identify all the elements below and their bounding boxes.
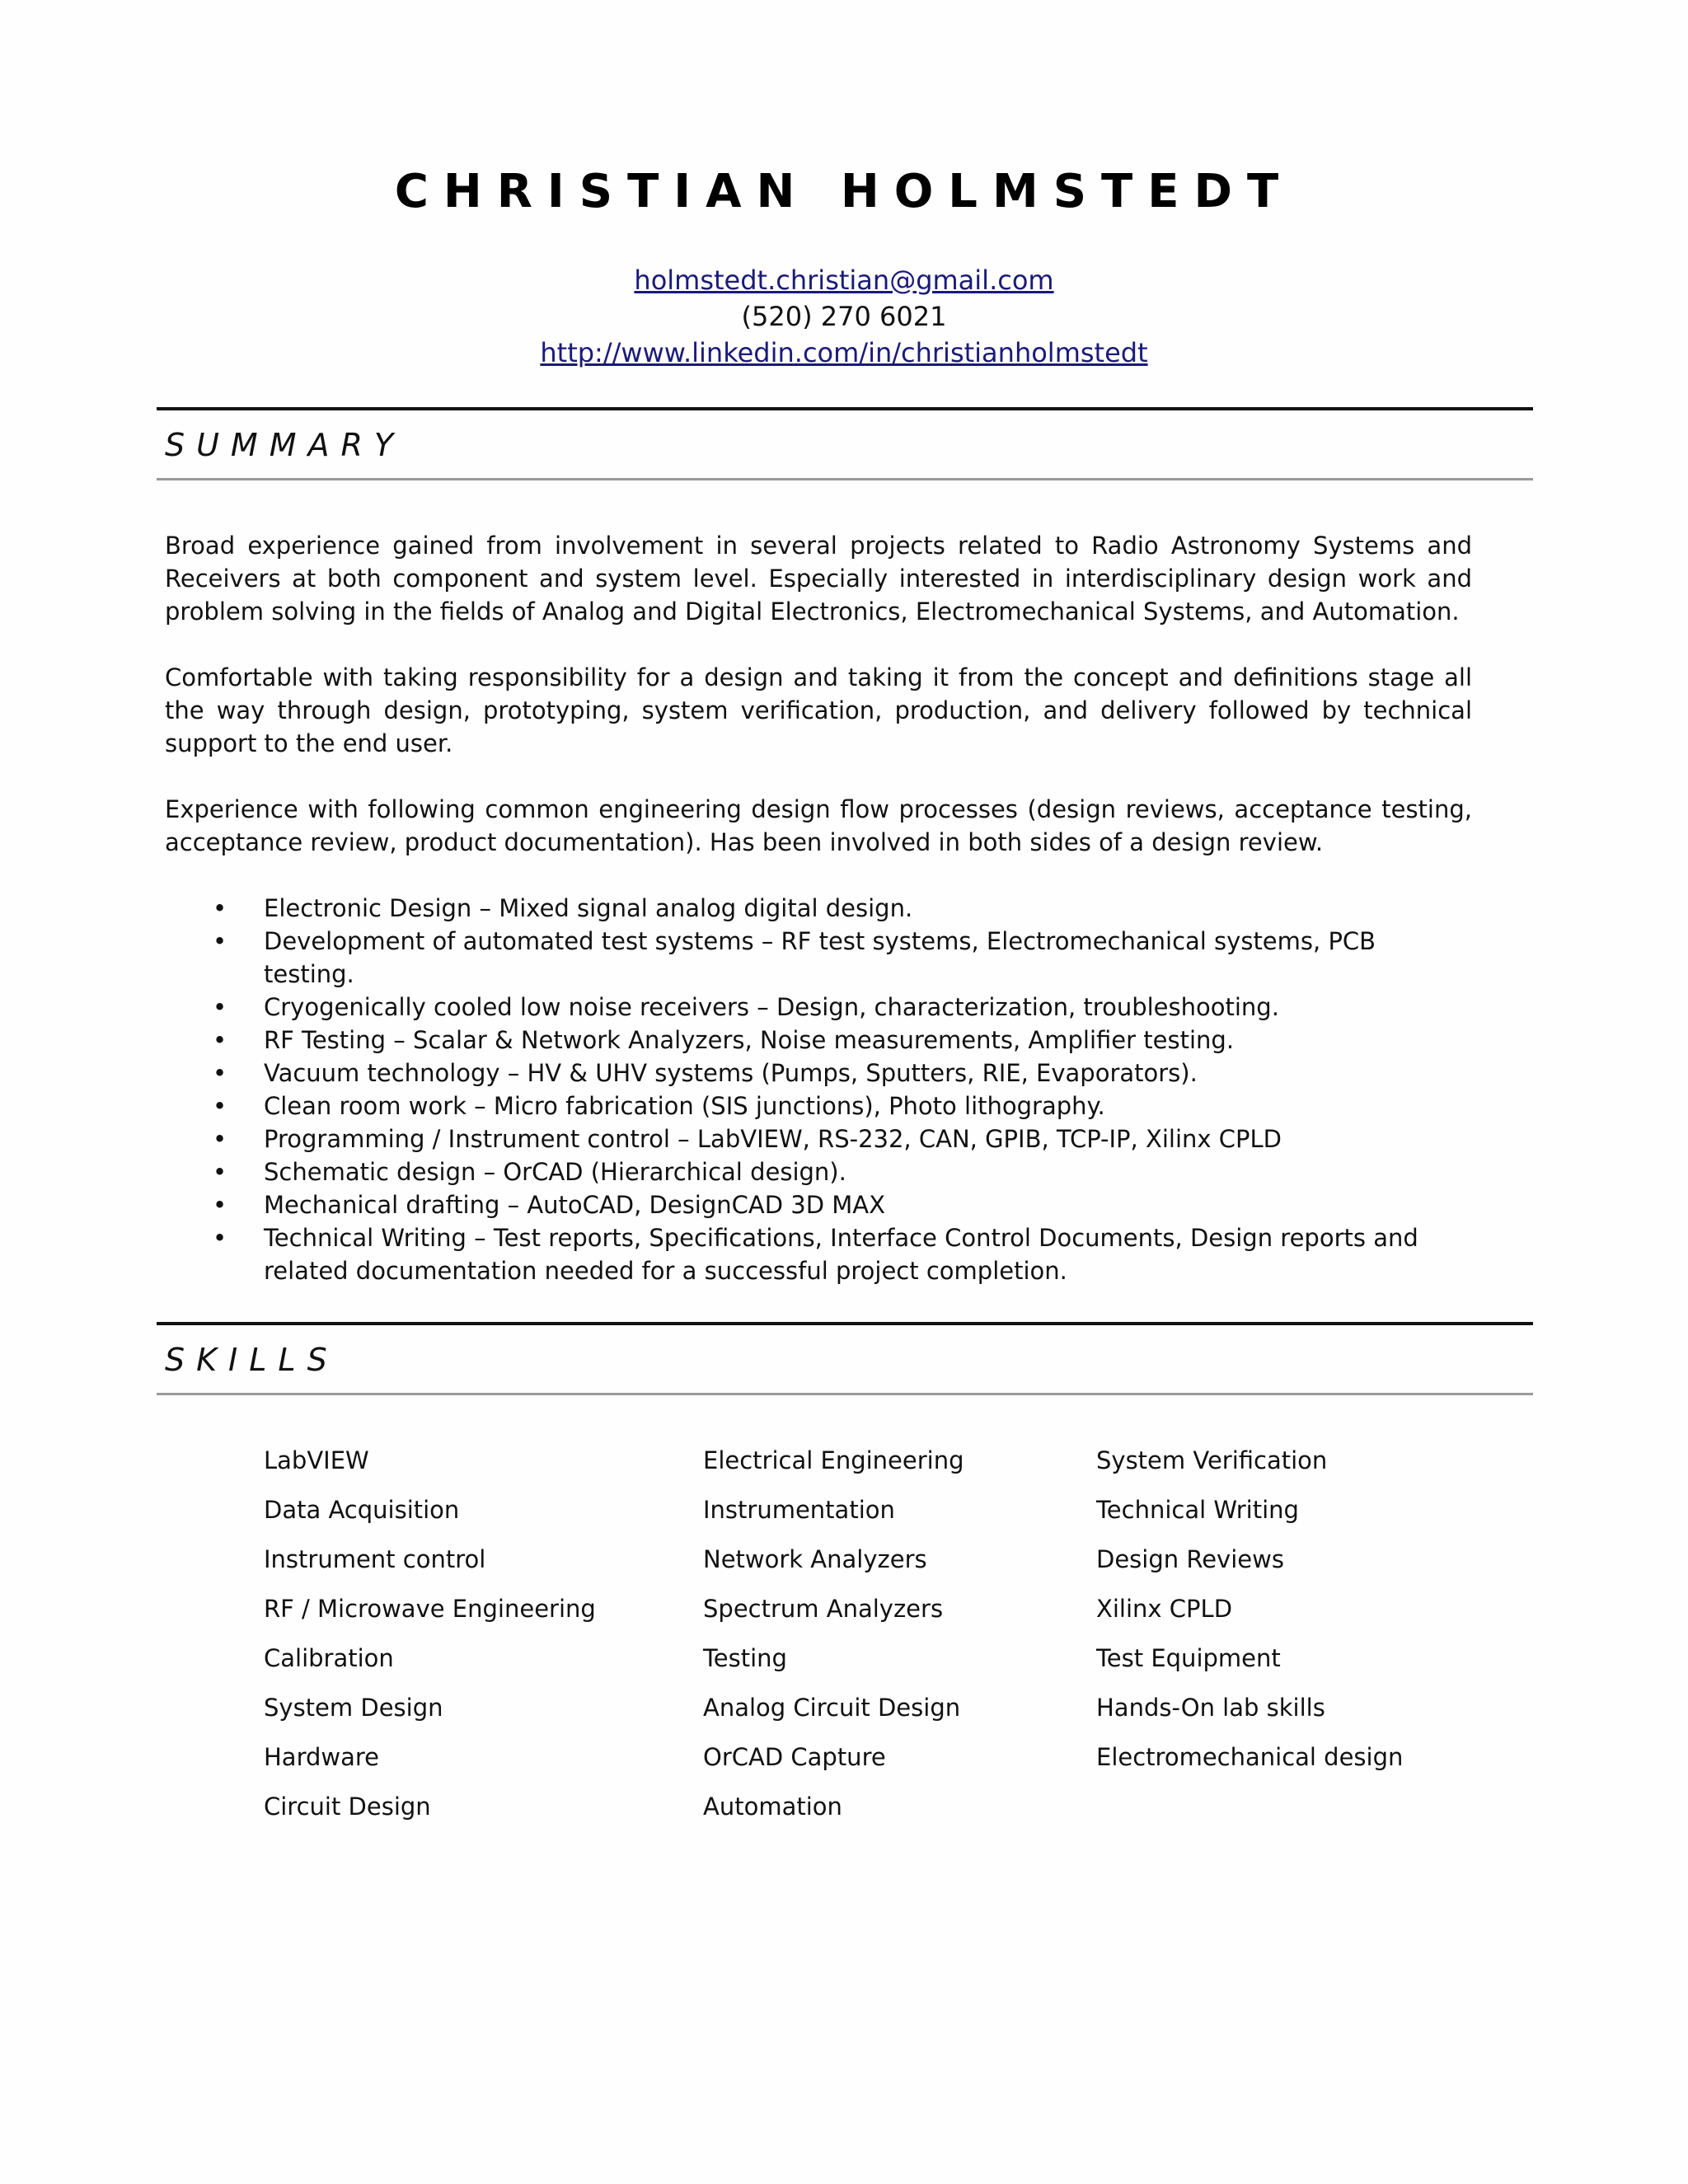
skill-item: Xilinx CPLD — [1096, 1595, 1233, 1623]
skill-item: Automation — [703, 1793, 842, 1821]
list-item — [165, 1188, 1472, 1221]
list-item-text: Development of automated test systems – RF test systems, Electromechanical systems, PCB testing. — [264, 927, 1376, 988]
experience-bullet-list — [165, 892, 1472, 1287]
summary-paragraph: Comfortable with taking responsibility for a design and taking it from the concept and definitions stage all the way through design, prototyping, system verification, production, and delivery followed by technical support to the end user. — [165, 663, 1472, 757]
list-item-text: Cryogenically cooled low noise receivers – Design, characterization, troubleshooting. — [264, 993, 1279, 1021]
bullet-icon: • — [213, 1092, 227, 1120]
skill-item: Data Acquisition — [264, 1496, 460, 1524]
list-item — [165, 1024, 1472, 1057]
bullet-icon: • — [213, 927, 227, 955]
list-item-text: Programming / Instrument control – LabVIEW, RS-232, CAN, GPIB, TCP-IP, Xilinx CPLD — [264, 1125, 1282, 1153]
skill-item: Calibration — [264, 1644, 394, 1672]
skill-item: Electrical Engineering — [703, 1446, 964, 1474]
list-item — [165, 1155, 1472, 1188]
skill-item: Test Equipment — [1096, 1644, 1281, 1672]
skills-heading: SKILLS — [165, 1342, 339, 1378]
skill-item: OrCAD Capture — [703, 1743, 886, 1771]
list-item-text: Vacuum technology – HV & UHV systems (Pumps, Sputters, RIE, Evaporators). — [264, 1059, 1198, 1087]
summary-heading: SUMMARY — [165, 427, 406, 463]
summary-bottom-rule — [157, 478, 1533, 480]
list-item-text: Technical Writing – Test reports, Specifications, Interface Control Documents, Design reports and related documentation needed for a successful project completion. — [264, 1224, 1418, 1285]
summary-top-rule — [157, 407, 1533, 410]
skill-item: Design Reviews — [1096, 1545, 1284, 1573]
skill-item: Electromechanical design — [1096, 1743, 1404, 1771]
skills-bottom-rule — [157, 1393, 1533, 1395]
skill-item: Network Analyzers — [703, 1545, 927, 1573]
linkedin-link[interactable]: http://www.linkedin.com/in/christianholmstedt — [540, 337, 1148, 368]
skill-item: Analog Circuit Design — [703, 1694, 961, 1722]
list-item — [165, 991, 1472, 1024]
bullet-icon: • — [213, 1026, 227, 1054]
list-item — [165, 925, 1472, 991]
skill-item: Circuit Design — [264, 1793, 431, 1821]
skill-item: Spectrum Analyzers — [703, 1595, 944, 1623]
list-item-text: RF Testing – Scalar & Network Analyzers, Noise measurements, Amplifier testing. — [264, 1026, 1235, 1054]
skill-item: System Verification — [1096, 1446, 1328, 1474]
list-item-text: Clean room work – Micro fabrication (SIS junctions), Photo lithography. — [264, 1092, 1105, 1120]
bullet-icon: • — [213, 1059, 227, 1087]
contact-block — [0, 262, 1688, 371]
bullet-icon: • — [213, 894, 227, 922]
skill-item: System Design — [264, 1694, 443, 1722]
skill-item: RF / Microwave Engineering — [264, 1595, 596, 1623]
skill-item: Technical Writing — [1096, 1496, 1299, 1524]
list-item — [165, 1090, 1472, 1122]
skill-item: Hands-On lab skills — [1096, 1694, 1325, 1722]
skill-item: Instrument control — [264, 1545, 486, 1573]
skills-column-2 — [703, 1444, 964, 1840]
skill-item: Hardware — [264, 1743, 380, 1771]
bullet-icon: • — [213, 1224, 227, 1252]
list-item-text: Schematic design – OrCAD (Hierarchical design). — [264, 1158, 846, 1186]
email-link[interactable]: holmstedt.christian@gmail.com — [634, 265, 1054, 296]
list-item — [165, 1122, 1472, 1155]
skill-item: Instrumentation — [703, 1496, 895, 1524]
summary-section — [165, 529, 1472, 1287]
list-item — [165, 1221, 1472, 1287]
skills-column-3 — [1096, 1444, 1403, 1790]
bullet-icon: • — [213, 1191, 227, 1219]
list-item-text: Electronic Design – Mixed signal analog digital design. — [264, 894, 913, 922]
list-item — [165, 892, 1472, 925]
bullet-icon: • — [213, 1125, 227, 1153]
candidate-name: CHRISTIAN HOLMSTEDT — [394, 165, 1294, 218]
list-item — [165, 1057, 1472, 1090]
summary-paragraph: Experience with following common engineering design flow processes (design reviews, acceptance testing, acceptance review, product documentation). Has been involved in both sides of a design review. — [165, 795, 1472, 856]
bullet-icon: • — [213, 993, 227, 1021]
bullet-icon: • — [213, 1158, 227, 1186]
skills-column-1 — [264, 1444, 596, 1840]
summary-paragraph: Broad experience gained from involvement in several projects related to Radio Astronomy Systems and Receivers at both component and system level. Especially interested in interdisciplinary design work and problem solving in the fields of Analog and Digital Electronics, Electromechanical Systems, and Automation. — [165, 532, 1472, 626]
phone-number: (520) 270 6021 — [741, 301, 947, 332]
skill-item: Testing — [703, 1644, 787, 1672]
skill-item: LabVIEW — [264, 1446, 369, 1474]
list-item-text: Mechanical drafting – AutoCAD, DesignCAD 3D MAX — [264, 1191, 886, 1219]
skills-top-rule — [157, 1322, 1533, 1325]
